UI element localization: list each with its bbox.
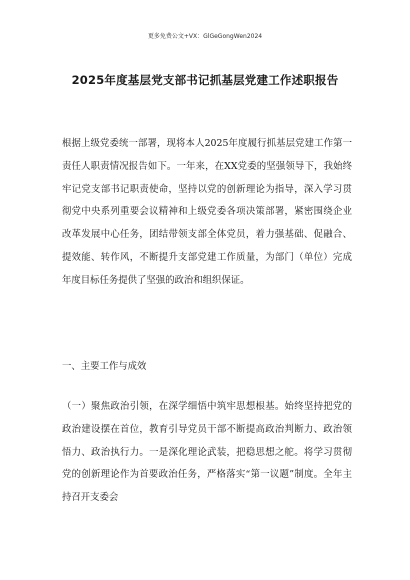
header-note: 更多免费公文+VX：GlGeGongWen2024	[147, 33, 263, 40]
document-title: 2025年度基层党支部书记抓基层党建工作述职报告	[71, 73, 339, 87]
body-paragraph: （一）聚焦政治引领，在深学细悟中筑牢思想根基。始终坚持把党的政治建设摆在首位，教育引导党员干部不断提高政治判断力、政治领悟力、政治执行力。一是深化理论武装，把稳思想之舵。将学习贯彻党的创新理论作为首要政治任务，严格落实“第一议题”制度。全年主持召开支委会	[62, 401, 352, 504]
section-heading: 一、主要工作与成效	[62, 361, 147, 372]
intro-paragraph: 根据上级党委统一部署，现将本人2025年度履行抓基层党建工作第一责任人职责情况报告如下。一年来，在XX党委的坚强领导下，我始终牢记党支部书记职责使命，坚持以党的创新理论为指导，深入学习贯彻党中央系列重要会议精神和上级党委各项决策部署，紧密围绕企业改革发展中心任务，团结带领支部全体党员，着力强基础、促融合、提效能、转作风，不断提升支部党建工作质量，为部门（单位）完成年度目标任务提供了坚强的政治和组织保证。	[62, 138, 352, 286]
